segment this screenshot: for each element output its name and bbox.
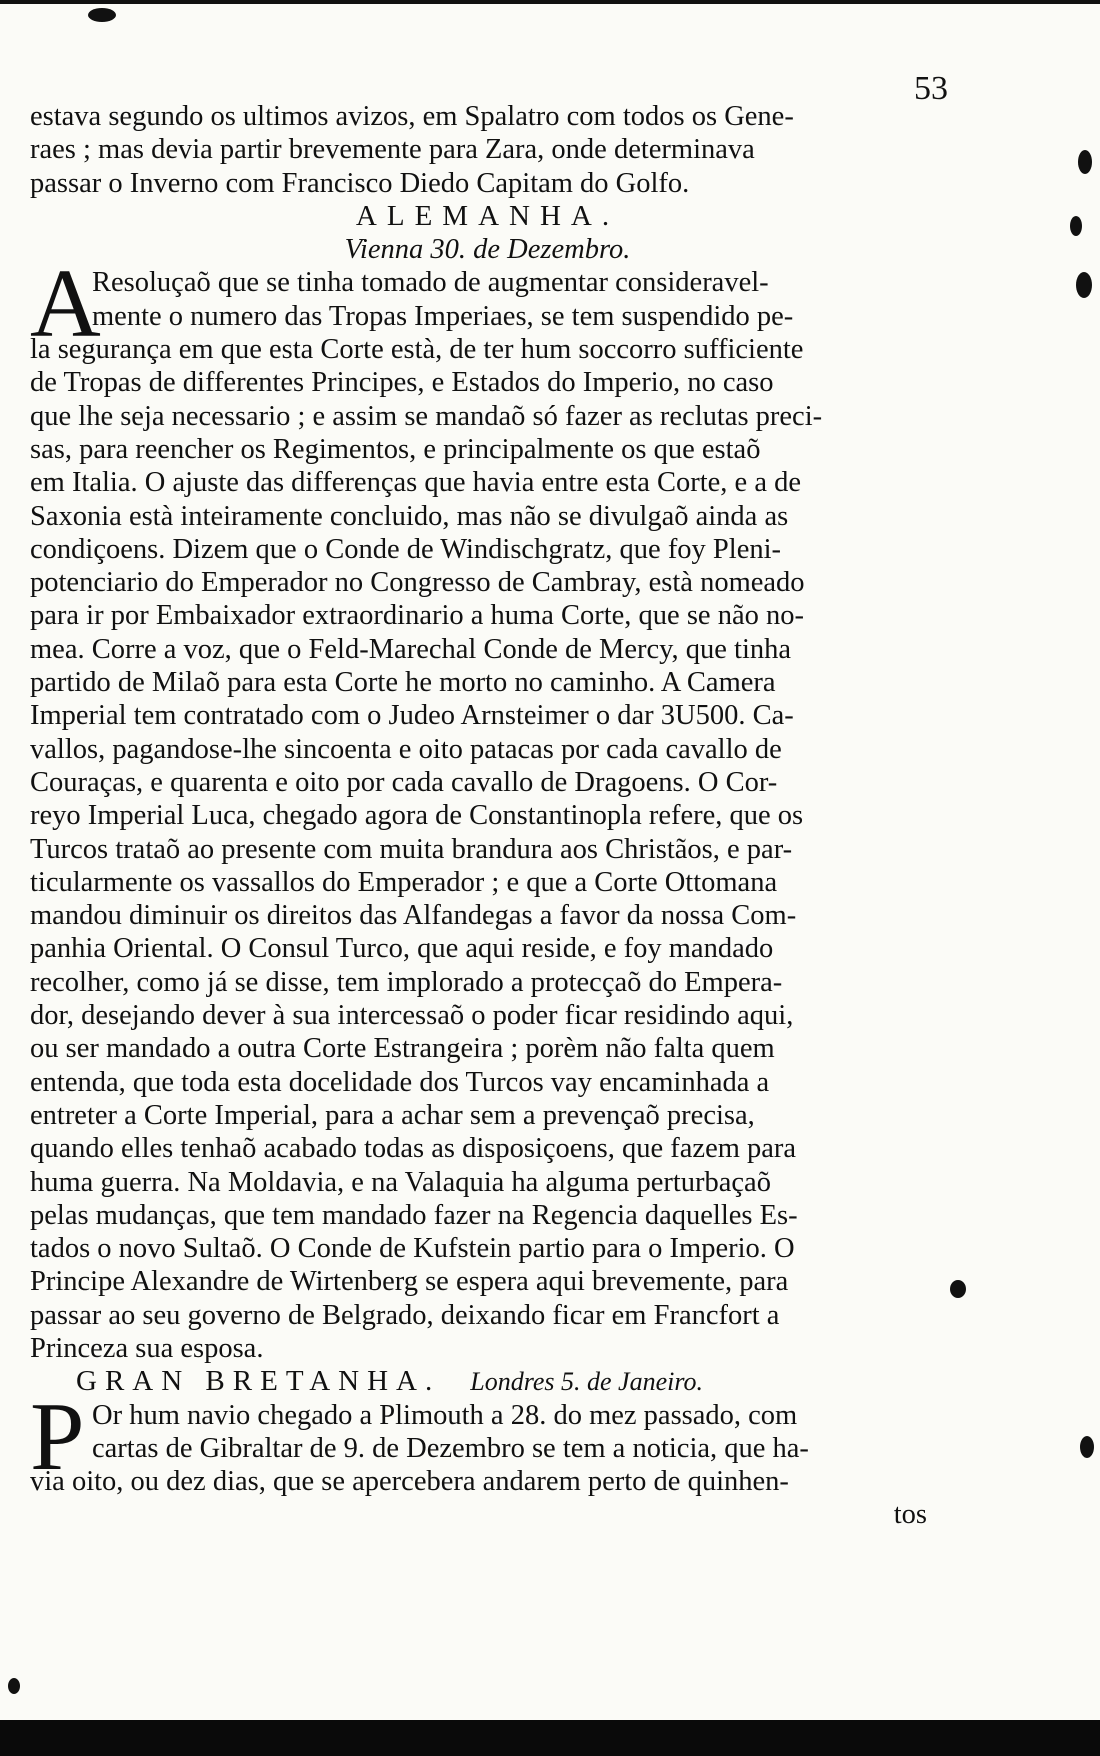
text-line: entreter a Corte Imperial, para a achar sem a prevençaõ precisa, <box>30 1099 755 1131</box>
text-line: reyo Imperial Luca, chegado agora de Constantinopla refere, que os <box>30 800 804 832</box>
dateline-vienna: Vienna 30. de Dezembro. <box>344 234 631 266</box>
text-line: mea. Corre a voz, que o Feld-Marechal Conde de Mercy, que tinha <box>30 633 792 665</box>
text-line: entenda, que toda esta docelidade dos Turcos vay encaminhada a <box>30 1066 770 1098</box>
section-heading-gran-bretanha <box>30 1365 945 1398</box>
text-line: huma guerra. Na Moldavia, e na Valaquia ha alguma perturbaçaõ <box>30 1166 771 1198</box>
ink-blot <box>1070 216 1082 236</box>
text-line: Princeza sua esposa. <box>30 1332 264 1364</box>
text-line: via oito, ou dez dias, que se apercebera andarem perto de quinhen- <box>30 1466 789 1498</box>
ink-blot <box>1080 1436 1094 1458</box>
section-heading-alemanha: ALEMANHA. <box>355 199 620 232</box>
page-number: 53 <box>914 70 948 107</box>
dropcap-p: P <box>30 1382 85 1491</box>
ink-blot <box>1076 272 1092 298</box>
text-line: passar o Inverno com Francisco Diedo Capitam do Golfo. <box>30 167 690 199</box>
article-text <box>30 100 945 1532</box>
scan-edge-bottom <box>0 1720 1100 1756</box>
text-line: Saxonia està inteiramente concluido, mas não se divulgaõ ainda as <box>30 500 789 532</box>
text-line: Imperial tem contratado com o Judeo Arnsteimer o dar 3U500. Ca- <box>30 700 794 732</box>
text-line: Couraças, e quarenta e oito por cada cavallo de Dragoens. O Cor- <box>30 766 778 798</box>
text-line: mandou diminuir os direitos das Alfandegas a favor da nossa Com- <box>30 900 797 932</box>
text-line: Turcos trataõ ao presente com muita brandura aos Christãos, e par- <box>30 833 793 865</box>
text-line: la segurança em que esta Corte està, de ter hum soccorro sufficiente <box>30 334 804 366</box>
text-line: ticularmente os vassallos do Emperador ; e que a Corte Ottomana <box>30 866 778 898</box>
scan-edge-top <box>0 0 1100 4</box>
paragraph-lines <box>30 333 945 1365</box>
dateline-londres: Londres 5. de Janeiro. <box>470 1367 704 1397</box>
text-line: panhia Oriental. O Consul Turco, que aqui reside, e foy mandado <box>30 933 774 965</box>
catchword: tos <box>893 1499 927 1531</box>
text-line: ou ser mandado a outra Corte Estrangeira ; porèm não falta quem <box>30 1033 775 1065</box>
text-line: Resoluçaõ que se tinha tomado de augmentar consideravel- <box>92 267 769 299</box>
text-line: partido de Milaõ para esta Corte he morto no caminho. A Camera <box>30 667 776 699</box>
text-line: pelas mudanças, que tem mandado fazer na Regencia daquelles Es- <box>30 1199 798 1231</box>
text-line: potenciario do Emperador no Congresso de Cambray, està nomeado <box>30 567 805 599</box>
text-line: de Tropas de differentes Principes, e Estados do Imperio, no caso <box>30 367 774 399</box>
text-line: Principe Alexandre de Wirtenberg se espera aqui brevemente, para <box>30 1266 789 1298</box>
text-line: quando elles tenhaõ acabado todas as disposiçoens, que fazem para <box>30 1133 797 1165</box>
text-line: recolher, como já se disse, tem implorado a protecçaõ do Empera- <box>30 966 783 998</box>
ink-blot <box>8 1678 20 1694</box>
text-line: passar ao seu governo de Belgrado, deixando ficar em Francfort a <box>30 1299 780 1331</box>
text-line: para ir por Embaixador extraordinario a huma Corte, que se não no- <box>30 600 804 632</box>
text-line: tados o novo Sultaõ. O Conde de Kufstein partio para o Imperio. O <box>30 1233 795 1265</box>
text-line: sas, para reencher os Regimentos, e principalmente os que estaõ <box>30 433 761 465</box>
ink-blot <box>88 8 116 22</box>
text-line: raes ; mas devia partir brevemente para Zara, onde determinava <box>30 134 755 166</box>
text-line: mente o numero das Tropas Imperiaes, se tem suspendido pe- <box>92 300 794 332</box>
text-line: dor, desejando dever à sua intercessaõ o poder ficar residindo aqui, <box>30 1000 794 1032</box>
dropcap-a: A <box>30 250 101 359</box>
text-line: vallos, pagandose-lhe sincoenta e oito patacas por cada cavallo de <box>30 733 782 765</box>
ink-blot <box>1078 150 1092 174</box>
text-line: cartas de Gibraltar de 9. de Dezembro se tem a noticia, que ha- <box>92 1432 809 1464</box>
heading-gran-bretanha: GRAN BRETANHA. <box>76 1365 441 1398</box>
ink-blot <box>950 1280 966 1298</box>
text-line: condiçoens. Dizem que o Conde de Windischgratz, que foy Pleni- <box>30 533 782 565</box>
text-line: estava segundo os ultimos avizos, em Spalatro com todos os Gene- <box>30 101 794 132</box>
text-line: que lhe seja necessario ; e assim se mandaõ só fazer as reclutas preci- <box>30 400 823 432</box>
text-line: em Italia. O ajuste das differenças que havia entre esta Corte, e a de <box>30 467 802 499</box>
text-line: Or hum navio chegado a Plimouth a 28. do mez passado, com <box>92 1399 798 1431</box>
